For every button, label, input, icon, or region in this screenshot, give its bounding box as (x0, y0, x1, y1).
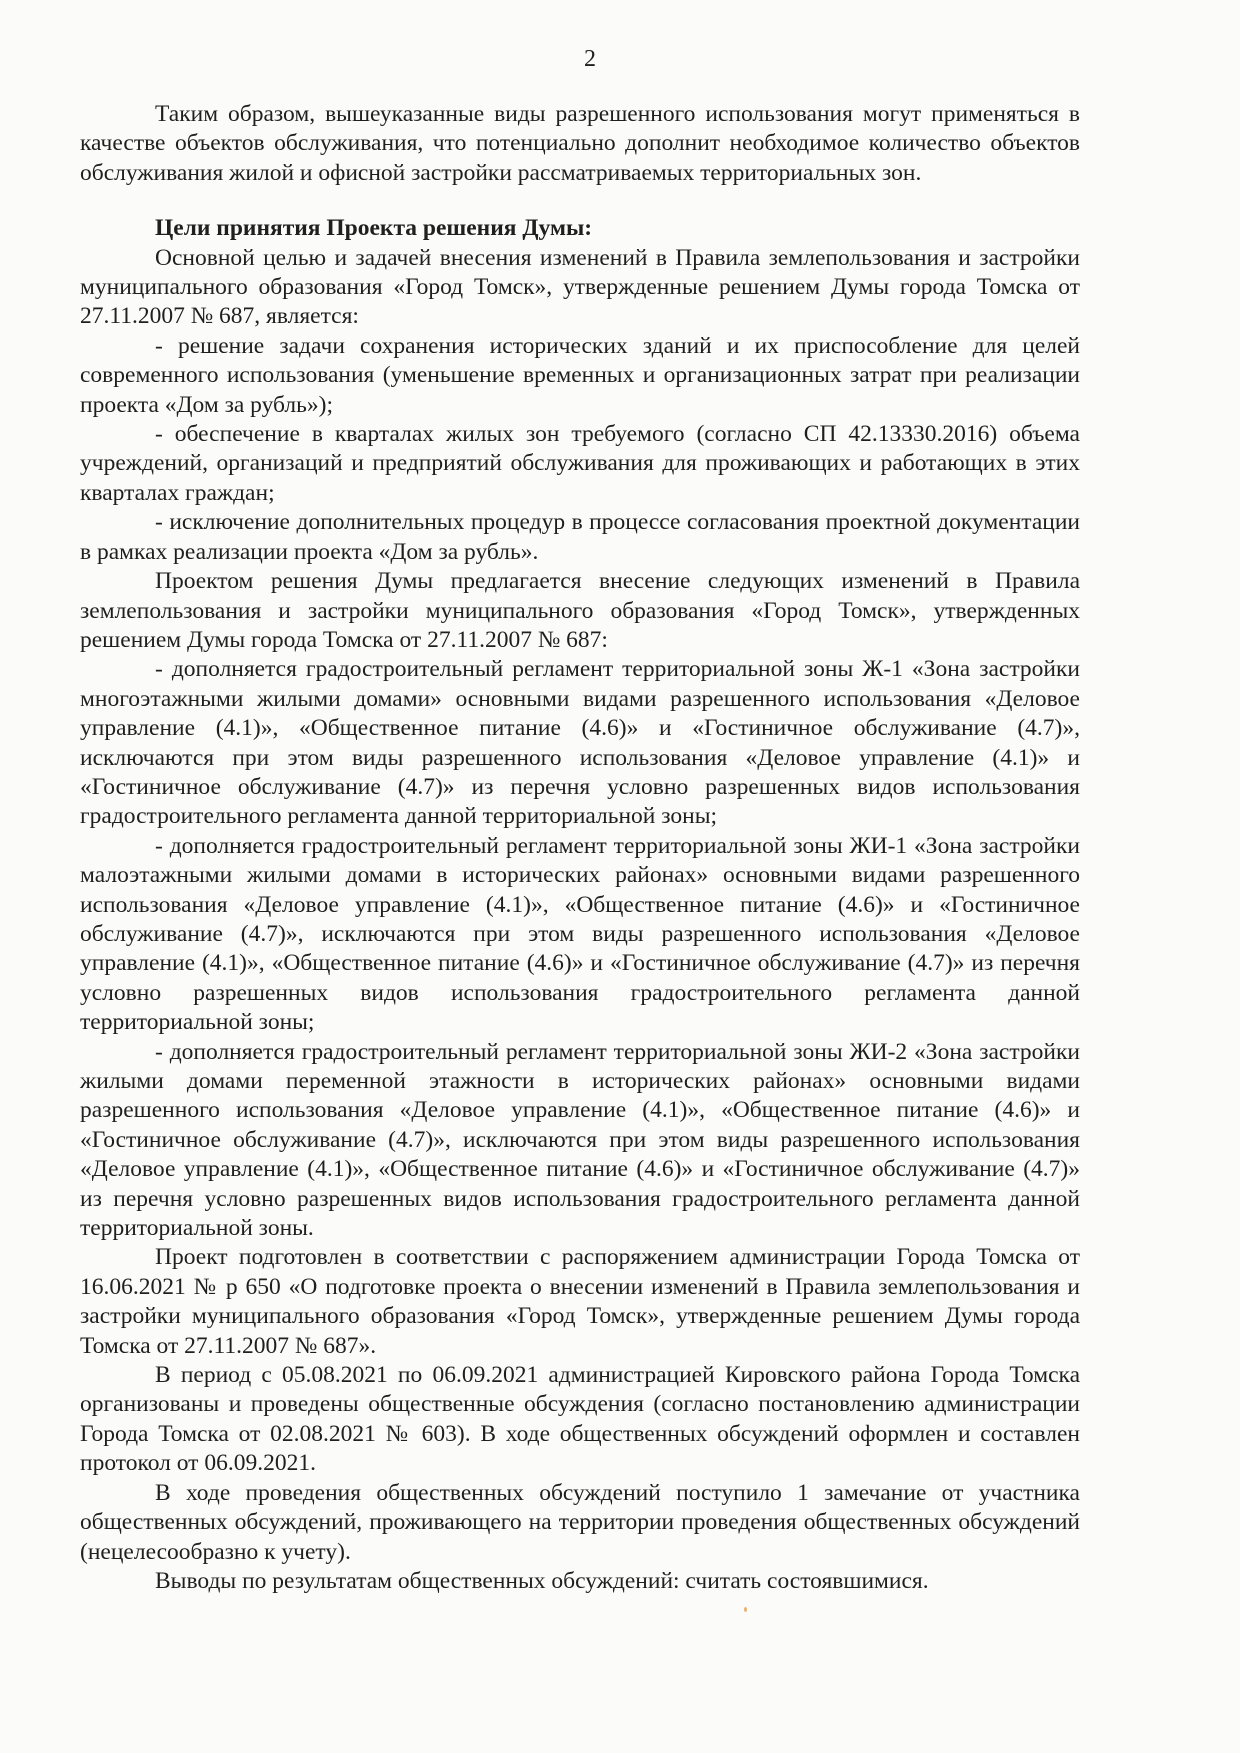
change-item: - дополняется градостроительный регламент территориальной зоны ЖИ-2 «Зона застройки жилыми домами переменной этажности в исторических районах» основными видами разрешенного использования «Деловое управление (4.1)», «Общественное питание (4.6)» и «Гостиничное обслуживание (4.7)», исключаются при этом виды разрешенного использования «Деловое управление (4.1)», «Общественное питание (4.6)» и «Гостиничное обслуживание (4.7)» из перечня условно разрешенных видов использования градостроительного регламента данной территориальной зоны. (80, 1038, 1080, 1242)
intro-paragraph: Таким образом, вышеуказанные виды разрешенного использования могут применяться в качестве объектов обслуживания, что потенциально дополнит необходимое количество объектов обслуживания жилой и офисной застройки рассматриваемых территориальных зон. (80, 101, 1080, 186)
goal-item: - обеспечение в кварталах жилых зон требуемого (согласно СП 42.13330.2016) объема учреждений, организаций и предприятий обслуживания для проживающих и работающих в этих кварталах граждан; (80, 421, 1080, 506)
public-hearings-paragraph: В период с 05.08.2021 по 06.09.2021 администрацией Кировского района Города Томска организованы и проведены общественные обсуждения (согласно постановлению администрации Города Томска от 02.08.2021 № 603). В ходе общественных обсуждений оформлен и составлен протокол от 06.09.2021. (80, 1362, 1080, 1477)
project-basis-paragraph: Проект подготовлен в соответствии с распоряжением администрации Города Томска от 16.06.2021 № р 650 «О подготовке проекта о внесении изменений в Правила землепользования и застройки муниципального образования «Город Томск», утвержденные решением Думы города Томска от 27.11.2007 № 687». (80, 1244, 1080, 1359)
goals-lead-paragraph: Основной целью и задачей внесения изменений в Правила землепользования и застройки муниципального образования «Город Томск», утвержденные решением Думы города Томска от 27.11.2007 № 687, является: (80, 244, 1080, 330)
page-number: 2 (584, 46, 596, 72)
change-item: - дополняется градостроительный регламент территориальной зоны Ж-1 «Зона застройки многоэтажными жилыми домами» основными видами разрешенного использования «Деловое управление (4.1)», «Общественное питание (4.6)» и «Гостиничное обслуживание (4.7)», исключаются при этом виды разрешенного использования «Деловое управление (4.1)» и «Гостиничное обслуживание (4.7)» из перечня условно разрешенных видов использования градостроительного регламента данной территориальной зоны; (80, 656, 1080, 830)
goals-heading: Цели принятия Проекта решения Думы: (155, 215, 593, 242)
goal-item: - решение задачи сохранения исторических зданий и их приспособление для целей современного использования (уменьшение временных и организационных затрат при реализации проекта «Дом за рубль»); (80, 332, 1080, 418)
scan-speck (744, 1607, 747, 1612)
changes-lead-paragraph: Проектом решения Думы предлагается внесение следующих изменений в Правила землепользования и застройки муниципального образования «Город Томск», утвержденных решением Думы города Томска от 27.11.2007 № 687: (80, 568, 1080, 653)
remarks-paragraph: В ходе проведения общественных обсуждений поступило 1 замечание от участника общественных обсуждений, проживающего на территории проведения общественных обсуждений (нецелесообразно к учету). (80, 1479, 1080, 1565)
goal-item: - исключение дополнительных процедур в процессе согласования проектной документации в рамках реализации проекта «Дом за рубль». (80, 509, 1080, 565)
conclusion-paragraph: Выводы по результатам общественных обсуждений: считать состоявшимися. (155, 1567, 929, 1594)
document-body (80, 100, 1080, 1596)
change-item: - дополняется градостроительный регламент территориальной зоны ЖИ-1 «Зона застройки малоэтажными жилыми домами в исторических районах» основными видами разрешенного использования «Деловое управление (4.1)», «Общественное питание (4.6)» и «Гостиничное обслуживание (4.7)», исключаются при этом виды разрешенного использования «Деловое управление (4.1)», «Общественное питание (4.6)» и «Гостиничное обслуживание (4.7)» из перечня условно разрешенных видов использования градостроительного регламента данной территориальной зоны; (80, 832, 1080, 1036)
